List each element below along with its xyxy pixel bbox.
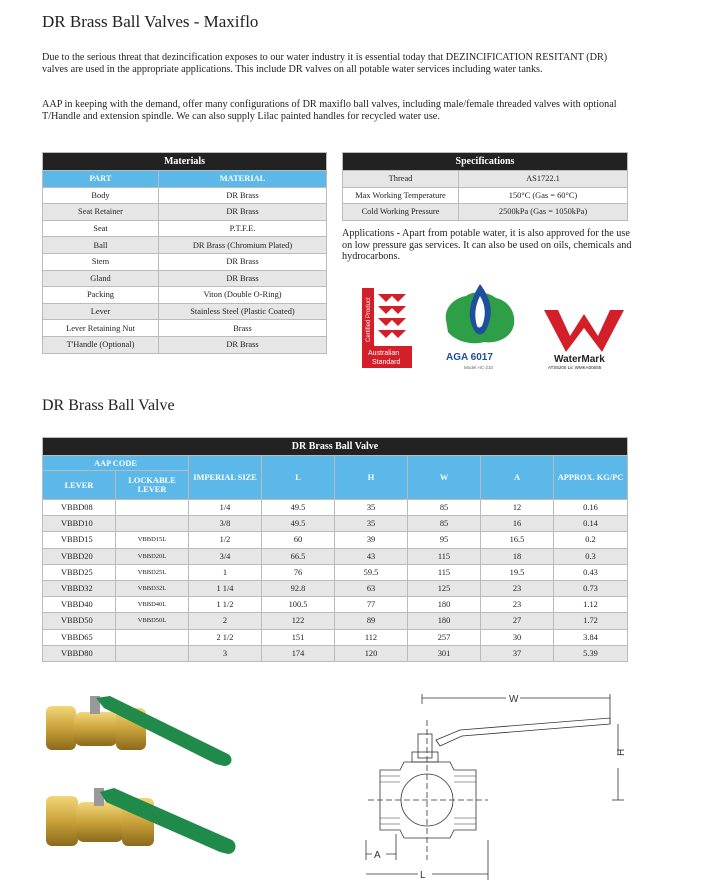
valve-lock-cell: VBBD32L (116, 580, 189, 596)
specifications-title: Specifications (343, 153, 628, 171)
valve-h-cell: 35 (335, 516, 408, 532)
materials-row (43, 336, 327, 353)
lever-header: LEVER (43, 471, 116, 500)
part-cell: Lever (43, 303, 159, 320)
svg-text:AGA 6017: AGA 6017 (446, 352, 493, 363)
valve-a-cell: 30 (481, 629, 554, 645)
specifications-table (342, 152, 628, 221)
valve-w-cell: 85 (408, 516, 481, 532)
materials-row (43, 320, 327, 337)
valve-a-cell: 19.5 (481, 564, 554, 580)
valve-row (43, 548, 628, 564)
valve-w-cell: 180 (408, 613, 481, 629)
material-cell: Viton (Double O-Ring) (159, 287, 327, 304)
col-material-header: MATERIAL (159, 171, 327, 188)
material-cell: P.T.F.E. (159, 220, 327, 237)
valve-size-cell: 1 1/2 (189, 597, 262, 613)
valve-w-cell: 125 (408, 580, 481, 596)
material-cell: Stainless Steel (Plastic Coated) (159, 303, 327, 320)
imperial-size-header: IMPERIAL SIZE (189, 456, 262, 500)
valve-a-cell: 37 (481, 645, 554, 661)
svg-text:WaterMark: WaterMark (554, 354, 605, 365)
part-cell: T'Handle (Optional) (43, 336, 159, 353)
valve-a-cell: 12 (481, 500, 554, 516)
valve-size-cell: 2 1/2 (189, 629, 262, 645)
valve-row (43, 613, 628, 629)
valve-lever-cell: VBBD25 (43, 564, 116, 580)
valve-dimension-drawing (360, 690, 650, 882)
part-cell: Packing (43, 287, 159, 304)
material-cell: DR Brass (159, 253, 327, 270)
valve-w-cell: 115 (408, 548, 481, 564)
valve-lever-cell: VBBD40 (43, 597, 116, 613)
valve-row (43, 597, 628, 613)
valve-kg-cell: 0.2 (554, 532, 628, 548)
valve-h-cell: 39 (335, 532, 408, 548)
valve-product-photo (40, 684, 250, 880)
valve-lock-cell: VBBD20L (116, 548, 189, 564)
materials-row (43, 270, 327, 287)
valve-a-cell: 18 (481, 548, 554, 564)
svg-text:A: A (374, 850, 381, 861)
valve-h-cell: 63 (335, 580, 408, 596)
valve-kg-cell: 0.16 (554, 500, 628, 516)
h-header: H (335, 456, 408, 500)
a-header: A (481, 456, 554, 500)
part-cell: Ball (43, 237, 159, 254)
spec-value-cell: AS1722.1 (459, 171, 628, 188)
valve-l-cell: 60 (262, 532, 335, 548)
valve-w-cell: 257 (408, 629, 481, 645)
valve-l-cell: 122 (262, 613, 335, 629)
valve-w-cell: 301 (408, 645, 481, 661)
material-cell: DR Brass (Chromium Plated) (159, 237, 327, 254)
valve-h-cell: 59.5 (335, 564, 408, 580)
materials-table (42, 152, 327, 354)
valve-l-cell: 49.5 (262, 500, 335, 516)
material-cell: DR Brass (159, 336, 327, 353)
applications-text: Applications - Apart from potable water, it is also approved for the use on low pressure gas services. It can also be used on oils, chemicals and hydrocarbons. (342, 228, 632, 262)
materials-row (43, 187, 327, 204)
valve-size-cell: 1 (189, 564, 262, 580)
valve-w-cell: 95 (408, 532, 481, 548)
lockable-header: LOCKABLE LEVER (116, 471, 189, 500)
material-cell: DR Brass (159, 204, 327, 221)
spec-value-cell: 2500kPa (Gas = 1050kPa) (459, 204, 628, 221)
materials-row (43, 253, 327, 270)
valve-row (43, 500, 628, 516)
valve-lock-cell: VBBD25L (116, 564, 189, 580)
valve-h-cell: 77 (335, 597, 408, 613)
valve-size-cell: 2 (189, 613, 262, 629)
valve-row (43, 516, 628, 532)
valve-a-cell: 23 (481, 580, 554, 596)
valve-w-cell: 115 (408, 564, 481, 580)
aga-logo (440, 280, 522, 372)
part-cell: Seat (43, 220, 159, 237)
valve-lock-cell: VBBD15L (116, 532, 189, 548)
valve-lever-cell: VBBD50 (43, 613, 116, 629)
valve-h-cell: 89 (335, 613, 408, 629)
valve-lever-cell: VBBD65 (43, 629, 116, 645)
valve-kg-cell: 1.12 (554, 597, 628, 613)
valve-a-cell: 16.5 (481, 532, 554, 548)
part-cell: Stem (43, 253, 159, 270)
materials-row (43, 204, 327, 221)
valve-w-cell: 85 (408, 500, 481, 516)
valve-table-title: DR Brass Ball Valve (43, 438, 628, 456)
valve-kg-cell: 1.72 (554, 613, 628, 629)
valve-kg-cell: 0.3 (554, 548, 628, 564)
valve-size-cell: 1/4 (189, 500, 262, 516)
valve-lock-cell: VBBD40L (116, 597, 189, 613)
section-title: DR Brass Ball Valve (42, 397, 175, 414)
valve-l-cell: 49.5 (262, 516, 335, 532)
aap-code-header: AAP CODE (43, 456, 189, 471)
spec-row (343, 204, 628, 221)
spec-label-cell: Max Working Temperature (343, 187, 459, 204)
valve-h-cell: 120 (335, 645, 408, 661)
valve-kg-cell: 0.43 (554, 564, 628, 580)
valve-l-cell: 174 (262, 645, 335, 661)
valve-size-cell: 1/2 (189, 532, 262, 548)
valve-lock-cell (116, 645, 189, 661)
valve-row (43, 580, 628, 596)
valve-size-cell: 1 1/4 (189, 580, 262, 596)
part-cell: Gland (43, 270, 159, 287)
materials-row (43, 303, 327, 320)
valve-h-cell: 112 (335, 629, 408, 645)
valve-kg-cell: 3.84 (554, 629, 628, 645)
svg-text:ATS5200 Lic WMKA00655: ATS5200 Lic WMKA00655 (548, 365, 602, 370)
materials-row (43, 237, 327, 254)
material-cell: DR Brass (159, 270, 327, 287)
part-cell: Lever Retaining Nut (43, 320, 159, 337)
materials-row (43, 287, 327, 304)
l-header: L (262, 456, 335, 500)
spec-row (343, 171, 628, 188)
valve-row (43, 645, 628, 661)
intro-paragraph-2: AAP in keeping with the demand, offer many configurations of DR maxiflo ball valves, including male/female threaded valves with optional T/Handle and extension spindle. We can also supply Lilac painted handles for recycled water use. (42, 99, 617, 122)
valve-lever-cell: VBBD80 (43, 645, 116, 661)
part-cell: Body (43, 187, 159, 204)
w-header: W (408, 456, 481, 500)
svg-text:Standard: Standard (372, 359, 401, 366)
col-part-header: PART (43, 171, 159, 188)
valve-kg-cell: 0.73 (554, 580, 628, 596)
valve-lock-cell (116, 516, 189, 532)
valve-row (43, 629, 628, 645)
valve-lock-cell (116, 500, 189, 516)
valve-a-cell: 23 (481, 597, 554, 613)
valve-lever-cell: VBBD20 (43, 548, 116, 564)
material-cell: Brass (159, 320, 327, 337)
svg-text:L: L (420, 870, 426, 881)
spec-label-cell: Thread (343, 171, 459, 188)
australian-standard-logo (362, 288, 418, 368)
materials-row (43, 220, 327, 237)
spec-row (343, 187, 628, 204)
intro-paragraph-1: Due to the serious threat that dezincification exposes to our water industry it is essential today that DEZINCIFICATION RESITANT (DR) valves are used in the appropriate applications. This include DR valves on all potable water services including water tanks. (42, 52, 608, 75)
valve-lever-cell: VBBD10 (43, 516, 116, 532)
valve-size-cell: 3/4 (189, 548, 262, 564)
svg-text:Certified Product: Certified Product (366, 297, 372, 342)
materials-title: Materials (43, 153, 327, 171)
valve-kg-cell: 0.14 (554, 516, 628, 532)
page-title: DR Brass Ball Valves - Maxiflo (42, 12, 259, 31)
svg-text:H: H (616, 748, 627, 756)
valve-size-cell: 3/8 (189, 516, 262, 532)
valve-w-cell: 180 (408, 597, 481, 613)
svg-text:W: W (509, 694, 519, 705)
spec-label-cell: Cold Working Pressure (343, 204, 459, 221)
valve-l-cell: 151 (262, 629, 335, 645)
valve-table (42, 437, 628, 662)
material-cell: DR Brass (159, 187, 327, 204)
valve-a-cell: 27 (481, 613, 554, 629)
valve-lock-cell: VBBD50L (116, 613, 189, 629)
svg-text:Model HC-210: Model HC-210 (464, 365, 494, 370)
valve-l-cell: 66.5 (262, 548, 335, 564)
valve-a-cell: 16 (481, 516, 554, 532)
valve-size-cell: 3 (189, 645, 262, 661)
valve-l-cell: 92.8 (262, 580, 335, 596)
valve-lever-cell: VBBD32 (43, 580, 116, 596)
part-cell: Seat Retainer (43, 204, 159, 221)
valve-kg-cell: 5.39 (554, 645, 628, 661)
valve-l-cell: 100.5 (262, 597, 335, 613)
kg-header: APPROX. KG/PC (554, 456, 628, 500)
valve-row (43, 564, 628, 580)
svg-text:Australian: Australian (368, 350, 400, 357)
valve-h-cell: 35 (335, 500, 408, 516)
valve-row (43, 532, 628, 548)
valve-lever-cell: VBBD15 (43, 532, 116, 548)
valve-lever-cell: VBBD08 (43, 500, 116, 516)
valve-h-cell: 43 (335, 548, 408, 564)
valve-l-cell: 76 (262, 564, 335, 580)
valve-lock-cell (116, 629, 189, 645)
spec-value-cell: 150°C (Gas = 60°C) (459, 187, 628, 204)
watermark-logo (540, 306, 630, 372)
